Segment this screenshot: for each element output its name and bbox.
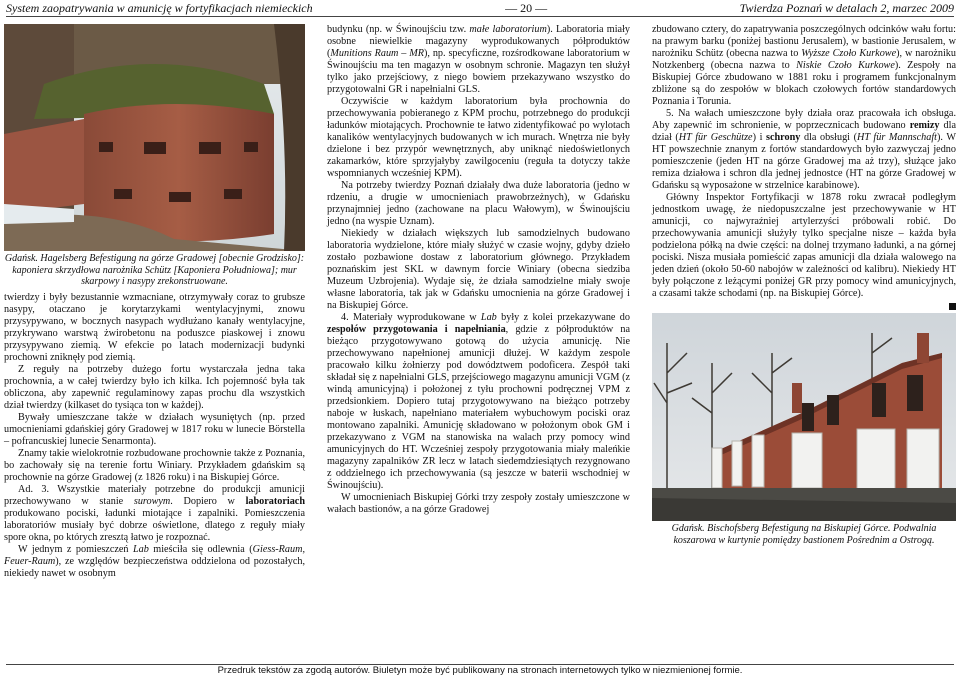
- bold-run: schrony: [766, 132, 801, 143]
- text-run: dla dział (: [652, 120, 956, 143]
- text-run: ) i: [752, 132, 767, 143]
- text-run: ). Laboratoria miały osobne niewielkie magazyny wyprodukowanych półproduktów (: [327, 24, 631, 59]
- photo-caption-2: Gdańsk. Bischofsberg Befestigung na Biskupiej Górce. Podwalnia koszarowa w kurtynie pomiędzy bastionem Pośrednim a Ostrogą.: [671, 523, 937, 546]
- italic-run: Wyższe Czoło Kurkowe: [801, 48, 897, 59]
- text-run: . Dopiero w: [170, 495, 246, 507]
- italic-run: małe laboratorium: [469, 24, 547, 35]
- text-run: ), np. specyficzne, rozśrodkowane laboratorium w Świnoujściu ma ten magazyn w osobnym schronie. Magazyn ten służył tylko jako przejściowy, z niego bowiem przekazywano wszystko do przygotowalni GR i napełnialni GLS.: [327, 48, 631, 95]
- text-run: ), w narożniku Notzkenberg (obecna nazwa to: [652, 48, 956, 71]
- text-run: były z kolei przekazywane do: [496, 312, 630, 323]
- text-run: , gdzie z półproduktów na bieżąco przygotowywano gotową do użycia amunicję. Nie przechowywano napełnionej amunicji dłużej. W każdym zespole pracowało kilku żołnierzy pod dowództwem podoficera. Zespół taki składał się z napełnialni GLS, przejściowego magazynu amunicji VGM (z windą amunicyjną) i położonej z tyłu prochowni podręcznej VPM z przedsionkiem. Dopiero tutaj przygotowywano na bieżąco potrzeby naboje w łuskach, napełniano materiałem wybuchowym pociski oraz montowano zapalniki. Amunicję składowano w położonym obok GM i przekazywano z VGM na stanowiska na walach przy pomocy wind amunicyjnych do HT. Wcześniej zespoły przygotowania miały maleńkie magazyny zapalników ZR lecz w latach siedemdziesiątych rezygnowano z oddzielnego ich przechowywania (są jeszcze w baterii wschodniej w Świnoujściu).: [327, 324, 630, 491]
- italic-run: surowym: [133, 495, 171, 507]
- col2-paragraph: W umocnieniach Biskupiej Górki trzy zespoły zostały umieszczone w wałach bastionów, a na górze Gradowej: [327, 492, 630, 515]
- col1-paragraph: Z reguły na potrzeby dużego fortu wystarczała jedna taka prochownia, a w całej twierdzy było ich kilka. Ich pojemność była tak obliczona, aby zapewnić regulaminowy zapas prochu dla wszystkich dział twierdzy (kilkaset do tysiąca ton w każdej).: [4, 363, 305, 411]
- bold-run: zespołów przygotowania i napełniania: [327, 324, 506, 335]
- casemate-photo: [652, 313, 956, 521]
- text-run: Ad. 3. Wszystkie materiały potrzebne do produkcji amunicji przechowywano w stanie: [4, 483, 305, 507]
- header-right: Twierdza Poznań w detalach 2, marzec 2009: [739, 0, 954, 15]
- header-left: System zaopatrywania w amunicję w fortyfikacjach niemieckich: [6, 0, 313, 15]
- casemate-photo-image: [652, 313, 956, 521]
- page-number: — 20 —: [505, 0, 548, 15]
- text-run: W jednym z pomieszczeń: [18, 543, 133, 555]
- col1-paragraph: twierdzy i były bezustannie wzmacniane, otrzymywały coraz to grubsze nasypy, otaczano je korytarzykami wentylacyjnymi, znowu przysypywano, w bocznych nasypach wydłużano kanały wentylacyjne, przykrywano warstwą żwirobetonu na poduszce piaskowej i znowu przysypywano ziemią. W efekcie po latach modernizacji budynki prochowni zniknęły pod ziemią.: [4, 291, 305, 363]
- col3-paragraph: [652, 24, 956, 108]
- text-run: ). Zespoły na Biskupiej Górce zbudowano w 1881 roku i programem funkcjonalnym zbliżone są do zespołów w blokach czołowych fortów standardowych Poznania i Torunia.: [652, 60, 956, 107]
- italic-run: Lab: [480, 312, 497, 323]
- italic-run: Niskie Czoło Kurkowe: [796, 60, 895, 71]
- text-run: zbudowano cztery, do zapatrywania poszczególnych odcinków wału fortu: na prawym barku (poniżej bastionu Jerusalem), w bastionie Jerusalem, w narożniku Schütz (obecna nazwa to: [652, 24, 956, 59]
- italic-run: Munitions Raum – MR: [330, 48, 424, 59]
- col1-paragraph: Bywały umieszczane także w działach wysuniętych (np. przed umocnieniami gdańskiej góry Gradowej w 1817 roku w lunecie Börstella – pofrancuskiej lunecie Senarmonta).: [4, 411, 305, 447]
- col3-paragraph: Główny Inspektor Fortyfikacji w 1878 roku zwracał podległym jednostkom uwagę, że niedopuszczalne jest przechowywanie w HT amunicji, co najwyraźniej artylerzyści próbowali robić. Do przechowywania amunicji służyły tylko specjalne nisze – każda była podzielona półką na dwie części: na dolnej trzymano ładunki, a na górnej pociski. Nisza musiała pomieścić zapas amunicji dla działa walowego na jeden dzień (około 50-60 nabojów w zależności od kalibru). Niekiedy HT były połączone z leżącymi poniżej GR przy pomocy wind amunicyjnych, a czasami także schodami (np. na Biskupiej Górce).: [652, 192, 956, 299]
- text-run: 5. Na wałach umieszczone były działa oraz pracowała ich obsługa. Aby zapewnić im schronienie, w poprzecznicach budowano: [652, 108, 956, 131]
- text-run: dla obsługi (: [800, 132, 857, 143]
- bold-run: remizy: [909, 120, 940, 131]
- caponier-photo: [4, 24, 305, 251]
- col3-paragraph: [652, 108, 956, 192]
- col2-paragraph: Oczywiście w każdym laboratorium była prochownia do przechowywania pobieranego z KPM prochu, potrzebnego do produkcji ładunków miotających. Prochownie te łatwo zidentyfikować po wylotach kanalików wentylacyjnych budowanych w ich murach. Wnętrza nie były dzielone i bez przypór wewnętrznych, aby uniknąć niedoświetlonych zakamarków, które sprzyjałyby zawilgoceniu (reguła ta dotyczy także wspomnianych wcześniej KPM).: [327, 96, 630, 179]
- text-run: ). W HT powszechnie znanym z fortów standardowych było zazwyczaj jedno pomieszczenie (jeden HT na górze Gradowej ma aż trzy), służące jako remiza działowa i schron dla jednej jednostce (HT na górze Gradowej w Gdańsku są wyposażone w strzelnice karabinowe).: [652, 132, 956, 191]
- running-header: [6, 1, 954, 15]
- caponier-photo-image: [4, 24, 305, 251]
- column-1: [4, 24, 305, 580]
- text-run: ), ze względów bezpieczeństwa oddzielona od pozostałych, niekiedy nawet w osobnym: [4, 555, 305, 579]
- footer-note: Przedruk tekstów za zgodą autorów. Biuletyn może być publikowany na stronach internetowych tylko w niezmienionej formie.: [217, 665, 743, 676]
- header-rule: [6, 16, 954, 17]
- col2-paragraph: Na potrzeby twierdzy Poznań działały dwa duże laboratoria (jedno w rdzeniu, a drugie w umocnieniach prawobrzeżnych), w Gdańsku przynajmniej jedno (zachowane na placu Wałowym), w Świnoujściu jedno (na wyspie Uznam).: [327, 180, 630, 227]
- col2-paragraph: [327, 312, 630, 492]
- bold-run: laboratoriach: [245, 495, 305, 507]
- column-2: [327, 24, 630, 516]
- col2-paragraph: Niekiedy w działach większych lub samodzielnych budowano laboratoria wydzielone, które miały służyć w czasie wojny, gdyby dzieło zostało pozbawione dostaw z laboratorium głównego. Przykładem poznańskim jest SKL w dawnym forcie Winiary (obecna siedziba Muzeum Uzbrojenia). Wydaje się, że działa samodzielne miały swoje własne laboratoria, tak jak w Gdańsku umocnienia na górze Gradowej i na Biskupiej Górce.: [327, 228, 630, 311]
- col1-paragraph: [4, 484, 305, 544]
- col1-paragraph: Znamy takie wielokrotnie rozbudowane prochownie także z Poznania, bo zachowały się na terenie fortu Winiary. Przykładem gdańskim są prochownie na górze Gradowej (z 1826 roku) i na Biskupiej Górce.: [4, 447, 305, 483]
- italic-run: Lab: [132, 543, 149, 555]
- text-run: produkowano pociski, ładunki miotające i zapalniki. Pomieszczenia laboratoriów musiały być dobrze oświetlone, dlatego z reguły miały spore okna, po których zresztą łatwo je rozpoznać.: [4, 507, 305, 543]
- italic-run: HT für Geschütze: [678, 132, 753, 143]
- col2-paragraph: [327, 24, 630, 96]
- column-3: [652, 24, 956, 550]
- text-run: budynku (np. w Świnoujściu tzw.: [327, 24, 470, 35]
- end-of-article-square: [949, 303, 956, 310]
- italic-run: HT für Mannschaft: [856, 132, 938, 143]
- photo-caption-1: Gdańsk. Hagelsberg Befestigung na górze Gradowej [obecnie Grodzisko]: kaponiera skrzydłowa narożnika Schütz [Kaponiera Południowa]; mur skarpowy i nasypy zrekonstruowane.: [4, 253, 305, 287]
- italic-run: Giess-Raum, Feuer-Raum: [4, 543, 305, 567]
- col1-paragraph: [4, 544, 305, 580]
- text-run: 4. Materiały wyprodukowane w: [341, 312, 481, 323]
- text-run: mieściła się odlewnia (: [148, 543, 253, 555]
